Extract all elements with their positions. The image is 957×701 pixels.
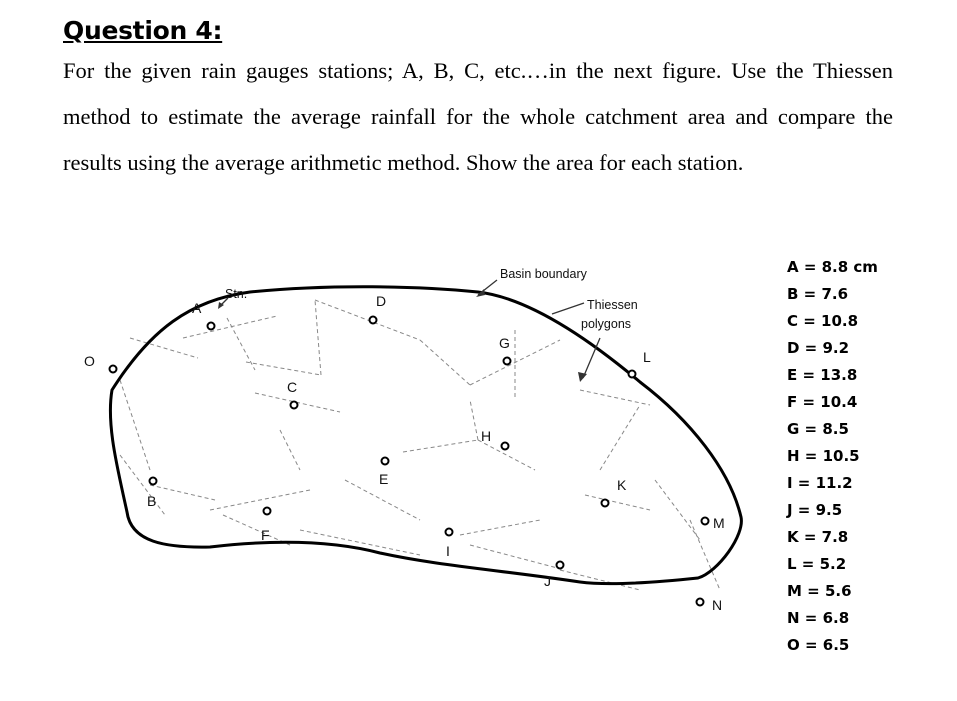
rainfall-value-i: I = 11.2 (787, 474, 853, 492)
station-marker-i (446, 529, 453, 536)
question-title: Question 4: (63, 16, 223, 45)
station-label-g: G (499, 335, 510, 351)
station-marker-b (150, 478, 157, 485)
thiessen-label-line2: polygons (581, 317, 632, 331)
rainfall-value-a: A = 8.8 cm (787, 258, 878, 276)
station-marker-f (264, 508, 271, 515)
rainfall-value-d: D = 9.2 (787, 339, 850, 357)
station-label-l: L (643, 349, 651, 365)
station-marker-k (602, 500, 609, 507)
rainfall-value-b: B = 7.6 (787, 285, 849, 303)
station-marker-c (291, 402, 298, 409)
station-label-c: C (287, 379, 298, 395)
basin-boundary-label: Basin boundary (500, 267, 587, 281)
station-label-d: D (376, 293, 387, 309)
rainfall-value-g: G = 8.5 (787, 420, 849, 438)
station-label-j: J (544, 573, 551, 589)
rainfall-value-h: H = 10.5 (787, 447, 860, 465)
station-marker-m (702, 518, 709, 525)
station-marker-e (382, 458, 389, 465)
station-label-k: K (617, 477, 627, 493)
station-markers (110, 317, 709, 606)
station-marker-j (557, 562, 564, 569)
station-label-a: A (192, 300, 202, 316)
station-label-h: H (481, 428, 492, 444)
rainfall-value-n: N = 6.8 (787, 609, 850, 627)
annotation-arrowheads (218, 289, 587, 382)
station-label-i: I (446, 543, 450, 559)
station-label-f: F (261, 527, 270, 543)
station-label-n: N (712, 597, 723, 613)
station-label-m: M (713, 515, 725, 531)
station-label-o: O (84, 353, 95, 369)
thiessen-label-line1: Thiessen (587, 298, 638, 312)
stn-label: Stn. (225, 287, 248, 301)
station-label-e: E (379, 471, 389, 487)
station-marker-o (110, 366, 117, 373)
station-marker-g (504, 358, 511, 365)
station-marker-a (208, 323, 215, 330)
rainfall-values-list (787, 255, 878, 660)
annotation-pointers (220, 280, 600, 378)
station-marker-n (697, 599, 704, 606)
rainfall-value-l: L = 5.2 (787, 555, 847, 573)
station-marker-d (370, 317, 377, 324)
basin-boundary (110, 287, 741, 584)
rainfall-value-k: K = 7.8 (787, 528, 849, 546)
rainfall-value-f: F = 10.4 (787, 393, 858, 411)
rainfall-value-j: J = 9.5 (787, 501, 843, 519)
rainfall-value-e: E = 13.8 (787, 366, 858, 384)
rainfall-value-c: C = 10.8 (787, 312, 859, 330)
question-body: For the given rain gauges stations; A, B, C, etc.…in the next figure. Use the Thiessen method to estimate the average rainfall for the whole catchment area and compare the results using the average arithmetic method. Show the area for each station. (63, 58, 893, 175)
rainfall-value-o: O = 6.5 (787, 636, 850, 654)
station-marker-h (502, 443, 509, 450)
station-label-b: B (147, 493, 157, 509)
station-marker-l (629, 371, 636, 378)
rainfall-value-m: M = 5.6 (787, 582, 852, 600)
